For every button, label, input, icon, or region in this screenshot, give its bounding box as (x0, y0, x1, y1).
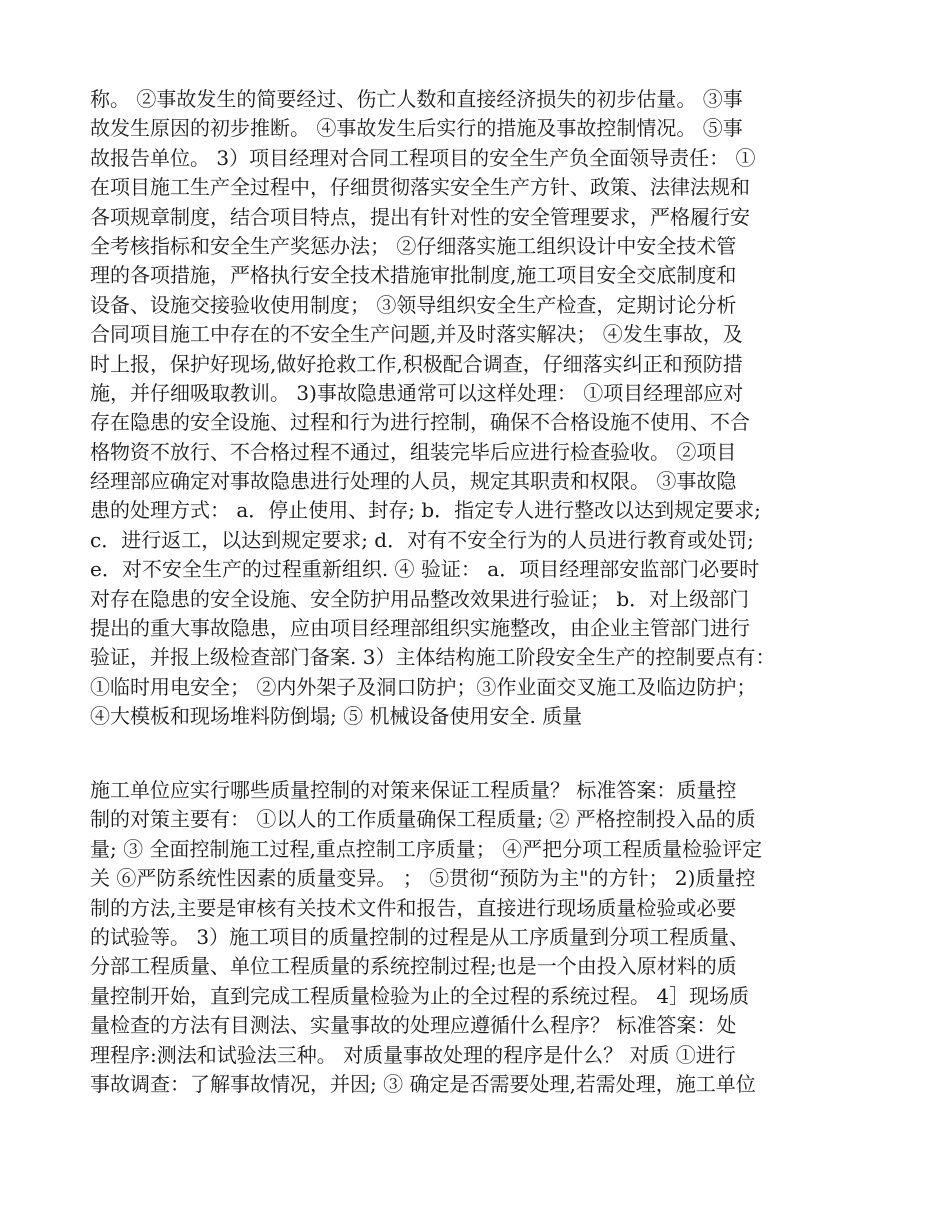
text-line: 事故调查：了解事故情况，并因; ③ 确定是否需要处理,若需处理，施工单位 (90, 1071, 756, 1096)
text-line: ④大模板和现场堆料防倒塌; ⑤ 机械设备使用安全. 质量 (90, 704, 583, 729)
text-line: 理程序:测法和试验法三种。 对质量事故处理的程序是什么？ 对质 ①进行 (90, 1042, 736, 1067)
paragraph-2 (90, 776, 880, 1099)
text-line: 制的方法,主要是审核有关技术文件和报告，直接进行现场质量检验或必要 (90, 895, 737, 920)
text-line: 称。 ②事故发生的简要经过、伤亡人数和直接经济损失的初步估量。 ③事 (90, 87, 743, 111)
text-line: 量检查的方法有目测法、实量事故的处理应遵循什么程序？ 标准答案：处 (90, 1013, 737, 1038)
text-line: 施工单位应实行哪些质量控制的对策来保证工程质量？ 标准答案：质量控 (90, 778, 737, 802)
text-line: 施，并仔细吸取教训。 3)事故隐患通常可以这样处理： ①项目经理部应对 (90, 380, 744, 405)
text-line: 各项规章制度，结合项目特点，提出有针对性的安全管理要求，严格履行安 (90, 204, 750, 229)
text-line: 在项目施工生产全过程中，仔细贯彻落实安全生产方针、政策、法律法规和 (90, 175, 750, 200)
text-line: ①临时用电安全； ②内外架子及洞口防护；③作业面交叉施工及临边防护； (90, 674, 757, 699)
text-line: 格物资不放行、不合格过程不通过，组装完毕后应进行检查验收。 ②项目 (90, 439, 737, 464)
text-line: 提出的重大事故隐患，应由项目经理部组织实施整改，由企业主管部门进行 (90, 616, 750, 641)
text-line: 存在隐患的安全设施、过程和行为进行控制，确保不合格设施不使用、不合 (90, 410, 750, 435)
text-line: 时上报，保护好现场,做好抢救工作,积极配合调查，仔细落实纠正和预防措 (90, 351, 743, 376)
text-line: 的试验等。 3）施工项目的质量控制的过程是从工序质量到分项工程质量、 (90, 924, 750, 949)
text-line: 量; ③ 全面控制施工过程,重点控制工序质量； ④严把分项工程质量检验评定 (90, 836, 763, 861)
text-line: 分部工程质量、单位工程质量的系统控制过程;也是一个由投入原材料的质 (90, 954, 737, 979)
text-line: 关 ⑥严防系统性因素的质量变异。 ； ⑤贯彻“预防为主"的方针； 2)质量控 (90, 866, 756, 891)
text-line: 全考核指标和安全生产奖惩办法； ②仔细落实施工组织设计中安全技术管 (90, 233, 737, 258)
text-line: c．进行返工，以达到规定要求; d．对有不安全行为的人员进行教育或处罚; (90, 527, 754, 552)
text-line: 理的各项措施，严格执行安全技术措施审批制度,施工项目安全交底制度和 (90, 263, 737, 288)
text-line: 量控制开始，直到完成工程质量检验为止的全过程的系统过程。 4］现场质 (90, 983, 750, 1008)
paragraph-1 (90, 85, 880, 732)
text-line: 合同项目施工中存在的不安全生产问题,并及时落实解决； ④发生事故，及 (90, 322, 743, 347)
text-line: 对存在隐患的安全设施、安全防护用品整改效果进行验证； b．对上级部门 (90, 586, 750, 611)
text-line: 患的处理方式： a．停止使用、封存; b．指定专人进行整改以达到规定要求; (90, 498, 761, 523)
text-line: 经理部应确定对事故隐患进行处理的人员，规定其职责和权限。 ③事故隐 (90, 469, 737, 494)
text-line: 验证，并报上级检查部门备案. 3）主体结构施工阶段安全生产的控制要点有： (90, 645, 776, 670)
text-line: 故报告单位。 3）项目经理对合同工程项目的安全生产负全面领导责任： ① (90, 145, 756, 170)
text-line: e．对不安全生产的过程重新组织. ④ 验证： a．项目经理部安监部门必要时 (90, 557, 760, 582)
text-line: 故发生原因的初步推断。 ④事故发生后实行的措施及事故控制情况。 ⑤事 (90, 116, 743, 141)
text-line: 制的对策主要有： ①以人的工作质量确保工程质量; ② 严格控制投入品的质 (90, 807, 756, 832)
text-line: 设备、设施交接验收使用制度； ③领导组织安全生产检查，定期讨论分析 (90, 292, 737, 317)
